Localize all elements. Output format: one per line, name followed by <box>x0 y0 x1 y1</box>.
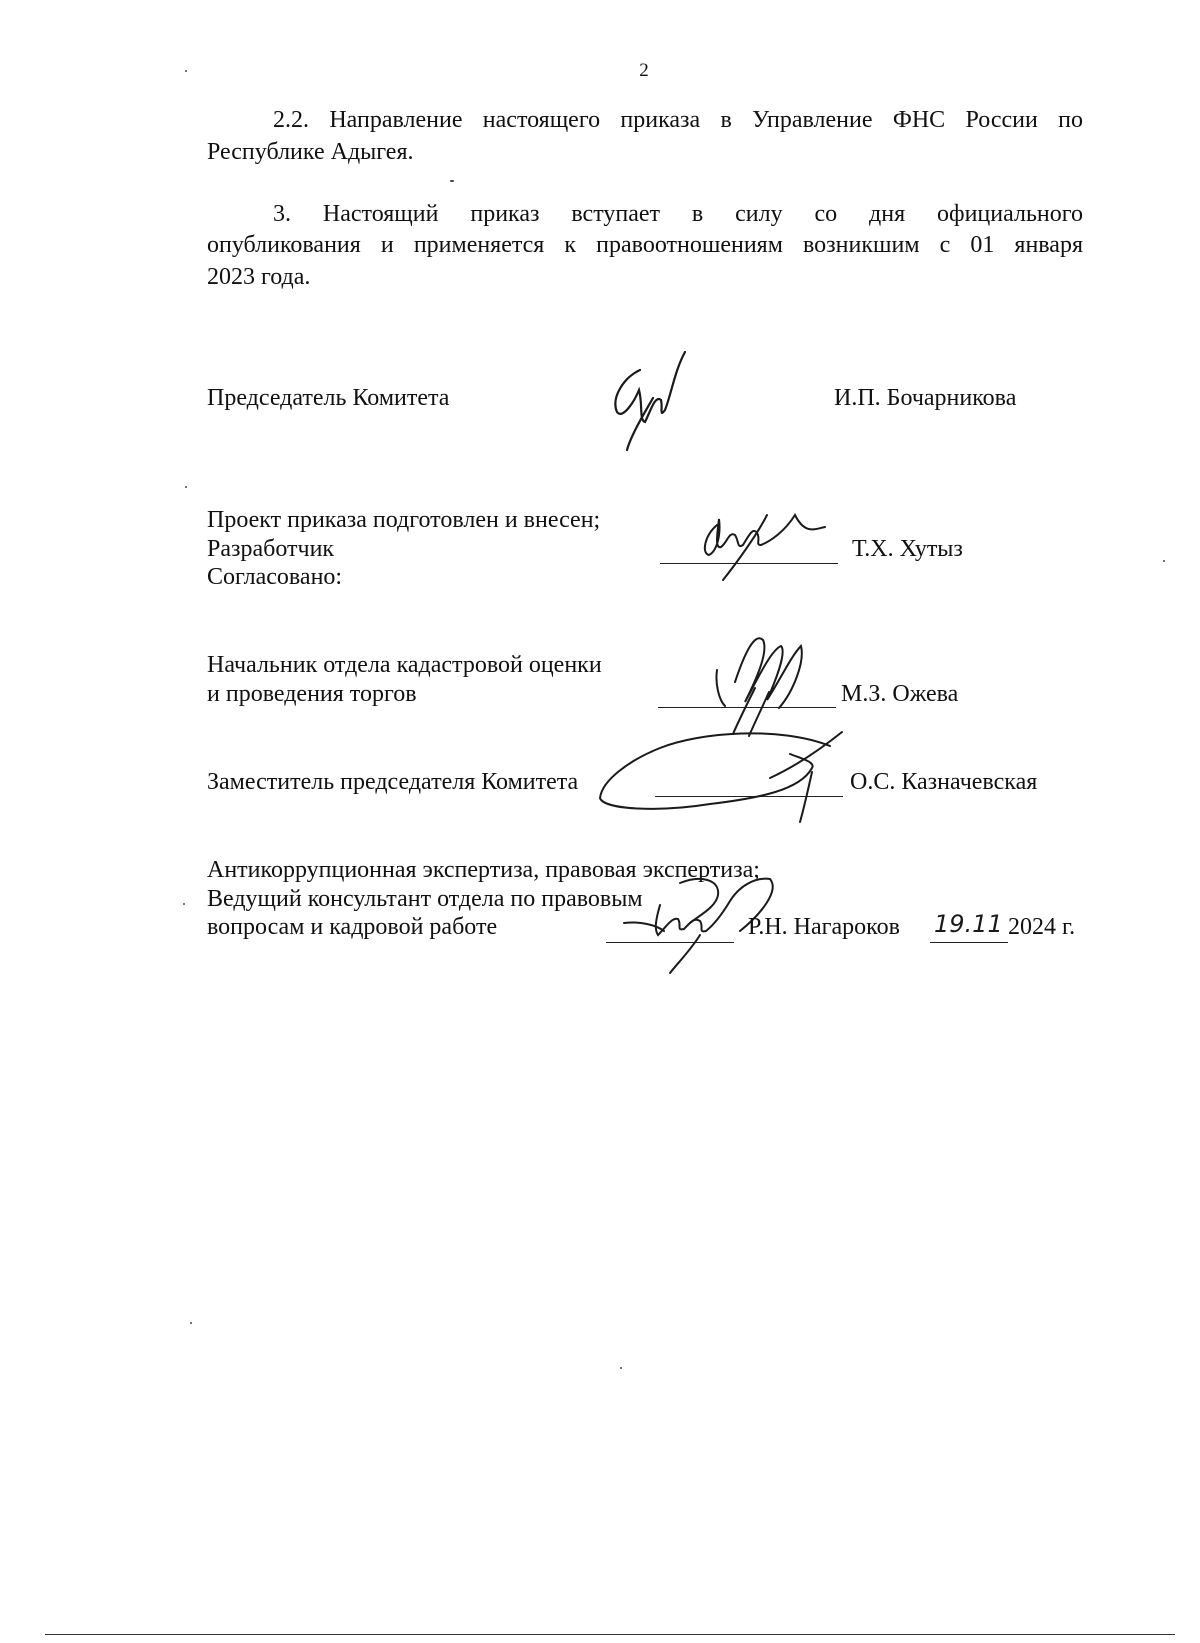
scan-speck <box>1163 560 1165 562</box>
scan-speck <box>190 1322 192 1324</box>
legal-expertise-line-2: Ведущий консультант отдела по правовым <box>207 886 643 912</box>
deputy-signature <box>600 728 860 828</box>
paragraph-3-line-2: опубликования и применяется к правоотношениям возникшим с 01 января <box>207 232 1083 258</box>
head-cadastral-title-line-2: и проведения торгов <box>207 681 417 707</box>
chairman-signature <box>605 350 705 455</box>
chairman-title: Председатель Комитета <box>207 385 450 411</box>
deputy-title: Заместитель председателя Комитета <box>207 769 579 795</box>
head-cadastral-title-line-1: Начальник отдела кадастровой оценки <box>207 652 602 678</box>
scan-bottom-edge <box>45 1634 1175 1635</box>
deputy-name: О.С. Казначевская <box>850 769 1038 795</box>
scan-speck <box>185 70 187 72</box>
head-cadastral-name: М.З. Ожева <box>841 681 959 707</box>
date-handwritten <box>928 908 1008 942</box>
scan-speck <box>620 1367 622 1369</box>
paragraph-2-2-line-1: 2.2. Направление настоящего приказа в Управление ФНС России по <box>273 107 1083 133</box>
developer-signature <box>695 505 835 585</box>
page-number: 2 <box>639 60 649 81</box>
legal-expertise-line-3: вопросам и кадровой работе <box>207 914 498 940</box>
prepared-label: Проект приказа подготовлен и внесен; <box>207 507 601 533</box>
legal-expertise-line-1: Антикоррупционная экспертиза, правовая экспертиза; <box>207 857 760 883</box>
agreed-label: Согласовано: <box>207 564 343 590</box>
date-underline <box>930 942 1008 943</box>
paragraph-2-2-line-2: Республике Адыгея. <box>207 139 414 165</box>
legal-name: Р.Н. Нагароков <box>748 914 900 940</box>
developer-name: Т.Х. Хутыз <box>852 536 963 562</box>
head-cadastral-signature <box>705 622 825 742</box>
chairman-name: И.П. Бочарникова <box>834 385 1017 411</box>
svg-text:19.11: 19.11 <box>934 910 1003 938</box>
paragraph-3-line-3: 2023 года. <box>207 264 311 290</box>
developer-role: Разработчик <box>207 536 335 562</box>
date-year: 2024 г. <box>1008 914 1076 940</box>
paragraph-3-line-1: 3. Настоящий приказ вступает в силу со дня официального <box>273 201 1083 227</box>
scan-speck <box>185 486 187 488</box>
scan-speck <box>183 903 185 905</box>
scan-speck <box>450 180 454 182</box>
